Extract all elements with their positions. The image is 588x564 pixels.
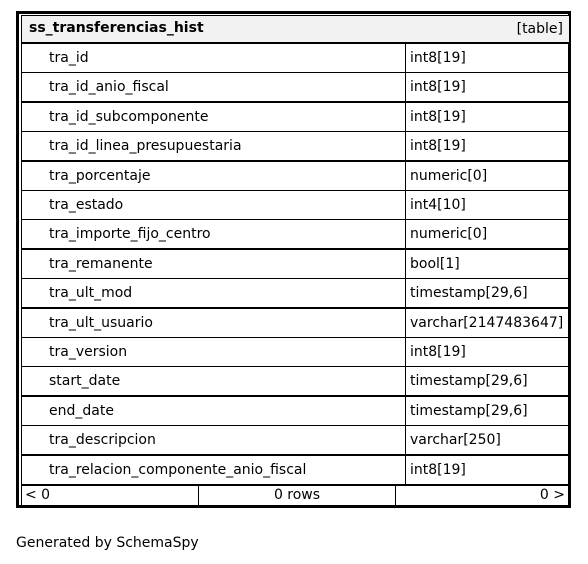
column-row (21, 43, 570, 73)
column-row (21, 102, 570, 132)
table-name: ss_transferencias_hist (29, 20, 204, 36)
column-type: numeric[0] (405, 161, 570, 191)
column-row (21, 219, 570, 249)
column-row (21, 366, 570, 396)
column-row (21, 308, 570, 338)
column-row (21, 425, 570, 455)
column-row (21, 278, 570, 308)
column-name: start_date (21, 366, 406, 396)
column-type: bool[1] (405, 249, 570, 279)
column-type: int8[19] (405, 43, 570, 73)
column-type: timestamp[29,6] (405, 366, 570, 396)
generator-credit: Generated by SchemaSpy (16, 535, 199, 551)
column-name: tra_version (21, 337, 406, 367)
table-header (21, 15, 570, 43)
column-name: tra_descripcion (21, 425, 406, 455)
column-row (21, 455, 570, 485)
table-footer (21, 485, 570, 506)
column-type: int8[19] (405, 337, 570, 367)
column-row (21, 72, 570, 102)
column-type: varchar[250] (405, 425, 570, 455)
column-type: int8[19] (405, 131, 570, 161)
column-type: varchar[2147483647] (405, 308, 570, 338)
column-type: numeric[0] (405, 219, 570, 249)
column-name: tra_importe_fijo_centro (21, 219, 406, 249)
column-name: tra_porcentaje (21, 161, 406, 191)
column-row (21, 337, 570, 367)
column-type: int8[19] (405, 72, 570, 102)
column-name: tra_id (21, 43, 406, 73)
children-count: 0 > (395, 485, 570, 506)
column-type: timestamp[29,6] (405, 278, 570, 308)
column-name: tra_ult_mod (21, 278, 406, 308)
table-node (16, 11, 571, 508)
column-name: end_date (21, 396, 406, 426)
column-type: int8[19] (405, 455, 570, 485)
column-name: tra_ult_usuario (21, 308, 406, 338)
column-row (21, 396, 570, 426)
column-name: tra_remanente (21, 249, 406, 279)
column-type: int4[10] (405, 190, 570, 220)
column-name: tra_id_linea_presupuestaria (21, 131, 406, 161)
column-name: tra_relacion_componente_anio_fiscal (21, 455, 406, 485)
column-type: timestamp[29,6] (405, 396, 570, 426)
row-count: 0 rows (198, 485, 396, 506)
column-row (21, 190, 570, 220)
table-kind: [table] (516, 21, 563, 37)
column-type: int8[19] (405, 102, 570, 132)
column-name: tra_id_anio_fiscal (21, 72, 406, 102)
column-row (21, 249, 570, 279)
column-name: tra_id_subcomponente (21, 102, 406, 132)
parents-count: < 0 (21, 485, 199, 506)
column-row (21, 161, 570, 191)
column-name: tra_estado (21, 190, 406, 220)
column-row (21, 131, 570, 161)
